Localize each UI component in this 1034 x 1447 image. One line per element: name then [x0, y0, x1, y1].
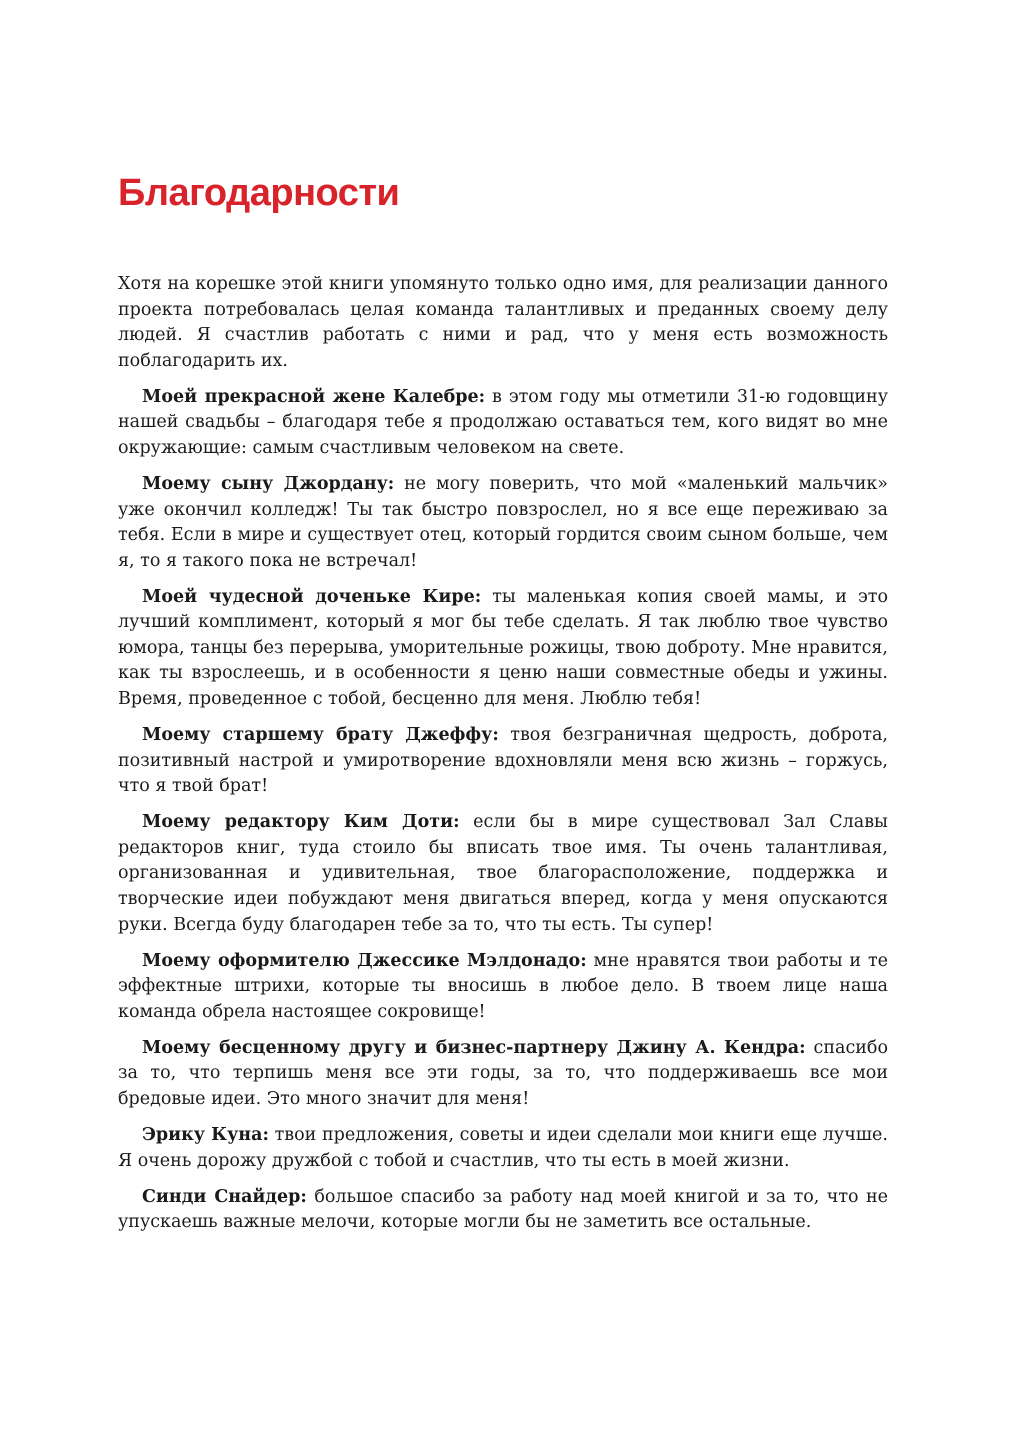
paragraph-text: в этом году мы отметили 31-ю годовщину нашей свадьбы – благодаря тебе я продолжаю оставаться тем, кого видят во мне окружающие: самым счастливым человеком на свете.: [118, 386, 888, 458]
paragraph-wife: [118, 385, 888, 462]
acknowledgements-body: [118, 272, 888, 1246]
paragraph-daughter: [118, 585, 888, 713]
paragraph-lead: Моему сыну Джордану:: [142, 473, 395, 494]
paragraph-designer: [118, 949, 888, 1026]
paragraph-brother: [118, 723, 888, 800]
paragraph-lead: Моему оформителю Джессике Мэлдонадо:: [142, 950, 587, 971]
paragraph-text: спасибо за то, что терпишь меня все эти годы, за то, что поддерживаешь все мои бредовые идеи. Это много значит для меня!: [118, 1037, 888, 1109]
paragraph-lead: Эрику Куна:: [142, 1124, 269, 1145]
paragraph-text: ты маленькая копия своей мамы, и это лучший комплимент, который я мог бы тебе сделать. Я так люблю твое чувство юмора, танцы без перерыва, уморительные рожицы, твою доброту. Мне нравится, как ты взрослеешь, и в особенности я ценю наши совместные обеды и ужины. Время, проведенное с тобой, бесценно для меня. Люблю тебя!: [118, 586, 888, 710]
paragraph-eric: [118, 1123, 888, 1174]
paragraph-son: [118, 472, 888, 574]
paragraph-editor: [118, 810, 888, 938]
paragraph-lead: Моей прекрасной жене Калебре:: [142, 386, 486, 407]
paragraph-text: твои предложения, советы и идеи сделали мои книги еще лучше. Я очень дорожу дружбой с тобой и счастлив, что ты есть в моей жизни.: [118, 1124, 888, 1171]
paragraph-text: если бы в мире существовал Зал Славы редакторов книг, туда стоило бы вписать твое имя. Ты очень талантливая, организованная и удивительная, твое благорасположение, поддержка и творческие идеи побуждают меня двигаться вперед, когда у меня опускаются руки. Всегда буду благодарен тебе за то, что ты есть. Ты супер!: [118, 812, 888, 935]
paragraph-text: твоя безграничная щедрость, доброта, позитивный настрой и умиротворение вдохновляли меня всю жизнь – горжусь, что я твой брат!: [118, 725, 888, 797]
page-title: Благодарности: [118, 172, 400, 214]
paragraph-text: не могу поверить, что мой «маленький мальчик» уже окончил колледж! Ты так быстро повзрослел, но я все еще переживаю за тебя. Если в мире и существует отец, который гордится своим сыном больше, чем я, то я такого пока не встречал!: [118, 473, 889, 571]
paragraph-cindy: [118, 1185, 888, 1236]
paragraph-lead: Моему старшему брату Джеффу:: [142, 725, 499, 746]
paragraph-text: мне нравятся твои работы и те эффектные штрихи, которые ты вносишь в любое дело. В твоем лице наша команда обрела настоящее сокровище!: [118, 950, 888, 1022]
paragraph-lead: Моей чудесной доченьке Кире:: [142, 586, 482, 607]
paragraph-lead: Моему бесценному другу и бизнес-партнеру Джину А. Кендра:: [142, 1037, 806, 1058]
paragraph-text: большое спасибо за работу над моей книгой и за то, что не упускаешь важные мелочи, которые могли бы не заметить все остальные.: [118, 1186, 888, 1233]
intro-paragraph: Хотя на корешке этой книги упомянуто только одно имя, для реализации данного проекта потребовалась целая команда талантливых и преданных своему делу людей. Я счастлив работать с ними и рад, что у меня есть возможность поблагодарить их.: [118, 274, 888, 371]
paragraph-lead: Моему редактору Ким Доти:: [142, 812, 460, 833]
paragraph-lead: Синди Снайдер:: [142, 1186, 307, 1207]
paragraph-partner: [118, 1036, 888, 1113]
